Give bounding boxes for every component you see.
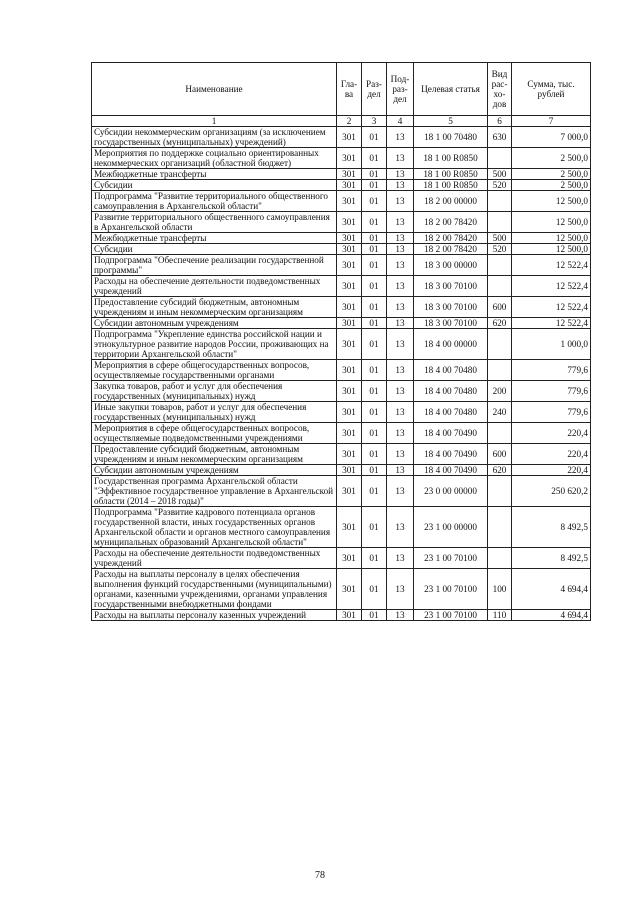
row-target-article-cell: 18 4 00 70480 [414,360,488,381]
row-sum-cell: 12 500,0 [512,244,591,255]
row-chapter-cell: 301 [337,169,362,180]
row-chapter-cell: 301 [337,191,362,212]
row-section-cell: 01 [362,329,387,360]
row-sum-cell: 2 500,0 [512,169,591,180]
row-section-cell: 01 [362,360,387,381]
column-index: 5 [414,116,488,127]
row-chapter-cell: 301 [337,127,362,148]
header-section: Раз-дел [362,63,387,116]
row-chapter-cell: 301 [337,548,362,569]
row-sum-cell: 12 522,4 [512,318,591,329]
row-sum-cell: 2 500,0 [512,148,591,169]
table-row [92,465,591,476]
row-expense-type-cell: 600 [488,297,512,318]
row-chapter-cell: 301 [337,569,362,610]
table-row [92,180,591,191]
row-name-cell: Расходы на выплаты персоналу в целях обеспечения выполнения функций государственными (муниципальными) органами, казенными учреждениями, органами управления государственными внебюджетными фондами [92,569,337,610]
row-sum-cell: 250 620,2 [512,476,591,507]
table-row [92,276,591,297]
row-subsection-cell: 13 [387,610,414,621]
header-row [92,63,591,116]
row-expense-type-cell [488,276,512,297]
row-expense-type-cell [488,507,512,548]
row-section-cell: 01 [362,465,387,476]
row-name-cell: Развитие территориального общественного самоуправления в Архангельской области [92,212,337,233]
row-target-article-cell: 18 4 00 70490 [414,465,488,476]
table-row [92,360,591,381]
row-section-cell: 01 [362,548,387,569]
column-index: 6 [488,116,512,127]
row-name-cell: Подпрограмма "Развитие кадрового потенциала органов государственной власти, иных государственных органов Архангельской области и органов местного самоуправления муниципальных образований Архангельской области" [92,507,337,548]
table-row [92,244,591,255]
budget-table [91,62,591,621]
row-name-cell: Подпрограмма "Развитие территориального общественного самоуправления в Архангельской области" [92,191,337,212]
row-sum-cell: 8 492,5 [512,507,591,548]
table-row [92,169,591,180]
row-section-cell: 01 [362,507,387,548]
row-chapter-cell: 301 [337,244,362,255]
row-target-article-cell: 18 4 00 70480 [414,381,488,402]
row-expense-type-cell [488,148,512,169]
row-sum-cell: 12 522,4 [512,255,591,276]
header-expense-type: Вид рас-хо-дов [488,63,512,116]
row-chapter-cell: 301 [337,476,362,507]
row-section-cell: 01 [362,180,387,191]
row-subsection-cell: 13 [387,297,414,318]
row-target-article-cell: 18 1 00 R0850 [414,148,488,169]
row-expense-type-cell: 630 [488,127,512,148]
row-section-cell: 01 [362,276,387,297]
table-row [92,127,591,148]
row-expense-type-cell: 600 [488,444,512,465]
table-row [92,233,591,244]
row-expense-type-cell: 100 [488,569,512,610]
row-sum-cell: 220,4 [512,423,591,444]
row-name-cell: Мероприятия в сфере общегосударственных вопросов, осуществляемые государственными органами [92,360,337,381]
row-expense-type-cell [488,329,512,360]
row-target-article-cell: 18 4 00 70490 [414,423,488,444]
row-name-cell: Мероприятия в сфере общегосударственных вопросов, осуществляемые подведомственными учреждениями [92,423,337,444]
row-chapter-cell: 301 [337,402,362,423]
column-index: 7 [512,116,591,127]
row-section-cell: 01 [362,212,387,233]
row-subsection-cell: 13 [387,329,414,360]
row-sum-cell: 8 492,5 [512,548,591,569]
row-name-cell: Расходы на обеспечение деятельности подведомственных учреждений [92,548,337,569]
row-target-article-cell: 18 4 00 70480 [414,402,488,423]
row-subsection-cell: 13 [387,127,414,148]
header-name: Наименование [92,63,337,116]
row-section-cell: 01 [362,423,387,444]
row-subsection-cell: 13 [387,402,414,423]
row-expense-type-cell: 200 [488,381,512,402]
row-expense-type-cell: 500 [488,233,512,244]
row-target-article-cell: 18 1 00 70480 [414,127,488,148]
row-subsection-cell: 13 [387,318,414,329]
row-name-cell: Субсидии некоммерческим организациям (за исключением государственных (муниципальных) учреждений) [92,127,337,148]
row-target-article-cell: 18 1 00 R0850 [414,180,488,191]
table-row [92,255,591,276]
row-sum-cell: 220,4 [512,465,591,476]
row-name-cell: Подпрограмма "Обеспечение реализации государственной программы" [92,255,337,276]
row-section-cell: 01 [362,444,387,465]
row-name-cell: Мероприятия по поддержке социально ориентированных некоммерческих организаций (областной бюджет) [92,148,337,169]
row-section-cell: 01 [362,402,387,423]
row-target-article-cell: 18 3 00 70100 [414,297,488,318]
header-chapter: Гла-ва [337,63,362,116]
row-chapter-cell: 301 [337,444,362,465]
row-expense-type-cell: 500 [488,169,512,180]
row-section-cell: 01 [362,297,387,318]
column-index: 4 [387,116,414,127]
row-target-article-cell: 18 2 00 78420 [414,233,488,244]
table-row [92,318,591,329]
row-target-article-cell: 18 1 00 R0850 [414,169,488,180]
header-target-article: Целевая статья [414,63,488,116]
row-target-article-cell: 18 2 00 78420 [414,212,488,233]
row-section-cell: 01 [362,148,387,169]
row-sum-cell: 7 000,0 [512,127,591,148]
table-row [92,423,591,444]
row-target-article-cell: 18 3 00 70100 [414,318,488,329]
row-target-article-cell: 18 2 00 00000 [414,191,488,212]
row-chapter-cell: 301 [337,507,362,548]
row-subsection-cell: 13 [387,276,414,297]
column-index: 3 [362,116,387,127]
row-subsection-cell: 13 [387,548,414,569]
row-section-cell: 01 [362,381,387,402]
row-section-cell: 01 [362,191,387,212]
row-target-article-cell: 23 0 00 00000 [414,476,488,507]
row-target-article-cell: 18 3 00 00000 [414,255,488,276]
row-name-cell: Предоставление субсидий бюджетным, автономным учреждениям и иным некоммерческим организациям [92,297,337,318]
row-chapter-cell: 301 [337,255,362,276]
row-section-cell: 01 [362,244,387,255]
row-name-cell: Межбюджетные трансферты [92,169,337,180]
row-expense-type-cell [488,191,512,212]
row-sum-cell: 4 694,4 [512,569,591,610]
row-target-article-cell: 23 1 00 70100 [414,610,488,621]
table-row [92,476,591,507]
row-subsection-cell: 13 [387,423,414,444]
row-chapter-cell: 301 [337,318,362,329]
row-target-article-cell: 18 4 00 70490 [414,444,488,465]
row-name-cell: Иные закупки товаров, работ и услуг для обеспечения государственных (муниципальных) нужд [92,402,337,423]
row-section-cell: 01 [362,610,387,621]
row-sum-cell: 12 522,4 [512,297,591,318]
row-name-cell: Государственная программа Архангельской области "Эффективное государственное управление в Архангельской области (2014 – 2018 годы)" [92,476,337,507]
row-chapter-cell: 301 [337,381,362,402]
row-section-cell: 01 [362,127,387,148]
row-subsection-cell: 13 [387,244,414,255]
row-subsection-cell: 13 [387,381,414,402]
table-row [92,191,591,212]
page-number: 78 [315,870,325,881]
row-expense-type-cell [488,360,512,381]
row-chapter-cell: 301 [337,329,362,360]
row-chapter-cell: 301 [337,276,362,297]
row-section-cell: 01 [362,476,387,507]
row-sum-cell: 12 500,0 [512,233,591,244]
row-expense-type-cell [488,255,512,276]
row-subsection-cell: 13 [387,507,414,548]
row-section-cell: 01 [362,569,387,610]
row-subsection-cell: 13 [387,255,414,276]
row-subsection-cell: 13 [387,465,414,476]
row-chapter-cell: 301 [337,423,362,444]
row-name-cell: Субсидии автономным учреждениям [92,465,337,476]
row-chapter-cell: 301 [337,148,362,169]
row-subsection-cell: 13 [387,569,414,610]
row-expense-type-cell: 520 [488,180,512,191]
row-expense-type-cell [488,476,512,507]
table-row [92,402,591,423]
row-name-cell: Расходы на выплаты персоналу казенных учреждений [92,610,337,621]
row-target-article-cell: 18 4 00 00000 [414,329,488,360]
row-chapter-cell: 301 [337,233,362,244]
row-sum-cell: 1 000,0 [512,329,591,360]
table-row [92,329,591,360]
row-chapter-cell: 301 [337,465,362,476]
row-expense-type-cell [488,548,512,569]
table-row [92,381,591,402]
row-sum-cell: 12 500,0 [512,212,591,233]
row-target-article-cell: 23 1 00 70100 [414,569,488,610]
row-sum-cell: 12 522,4 [512,276,591,297]
row-subsection-cell: 13 [387,212,414,233]
table-row [92,548,591,569]
table-row [92,444,591,465]
row-name-cell: Подпрограмма "Укрепление единства российской нации и этнокультурное развитие народов России, проживающих на территории Архангельской области" [92,329,337,360]
row-sum-cell: 2 500,0 [512,180,591,191]
row-subsection-cell: 13 [387,444,414,465]
table-row [92,148,591,169]
row-name-cell: Субсидии автономным учреждениям [92,318,337,329]
row-name-cell: Закупка товаров, работ и услуг для обеспечения государственных (муниципальных) нужд [92,381,337,402]
row-chapter-cell: 301 [337,610,362,621]
row-subsection-cell: 13 [387,148,414,169]
header-subsection: Под-раз-дел [387,63,414,116]
row-name-cell: Межбюджетные трансферты [92,233,337,244]
row-sum-cell: 779,6 [512,381,591,402]
row-chapter-cell: 301 [337,360,362,381]
row-expense-type-cell: 110 [488,610,512,621]
row-target-article-cell: 23 1 00 00000 [414,507,488,548]
header-sum: Сумма, тыс. рублей [512,63,591,116]
row-sum-cell: 12 500,0 [512,191,591,212]
row-sum-cell: 779,6 [512,360,591,381]
row-name-cell: Субсидии [92,180,337,191]
column-index: 2 [337,116,362,127]
row-sum-cell: 4 694,4 [512,610,591,621]
table-row [92,507,591,548]
row-name-cell: Субсидии [92,244,337,255]
row-chapter-cell: 301 [337,297,362,318]
row-chapter-cell: 301 [337,180,362,191]
row-subsection-cell: 13 [387,180,414,191]
row-subsection-cell: 13 [387,169,414,180]
row-target-article-cell: 23 1 00 70100 [414,548,488,569]
row-target-article-cell: 18 3 00 70100 [414,276,488,297]
row-expense-type-cell: 620 [488,318,512,329]
table-body [92,127,591,621]
row-subsection-cell: 13 [387,233,414,244]
row-target-article-cell: 18 2 00 78420 [414,244,488,255]
row-section-cell: 01 [362,318,387,329]
table-row [92,569,591,610]
row-expense-type-cell: 240 [488,402,512,423]
row-section-cell: 01 [362,169,387,180]
table-row [92,212,591,233]
column-index-row [92,116,591,127]
row-name-cell: Предоставление субсидий бюджетным, автономным учреждениям и иным некоммерческим организациям [92,444,337,465]
row-expense-type-cell: 520 [488,244,512,255]
row-sum-cell: 779,6 [512,402,591,423]
row-chapter-cell: 301 [337,212,362,233]
row-expense-type-cell: 620 [488,465,512,476]
column-index: 1 [92,116,337,127]
row-section-cell: 01 [362,233,387,244]
row-subsection-cell: 13 [387,360,414,381]
row-subsection-cell: 13 [387,191,414,212]
row-section-cell: 01 [362,255,387,276]
table-row [92,297,591,318]
row-name-cell: Расходы на обеспечение деятельности подведомственных учреждений [92,276,337,297]
row-expense-type-cell [488,423,512,444]
row-subsection-cell: 13 [387,476,414,507]
row-sum-cell: 220,4 [512,444,591,465]
table-row [92,610,591,621]
row-expense-type-cell [488,212,512,233]
